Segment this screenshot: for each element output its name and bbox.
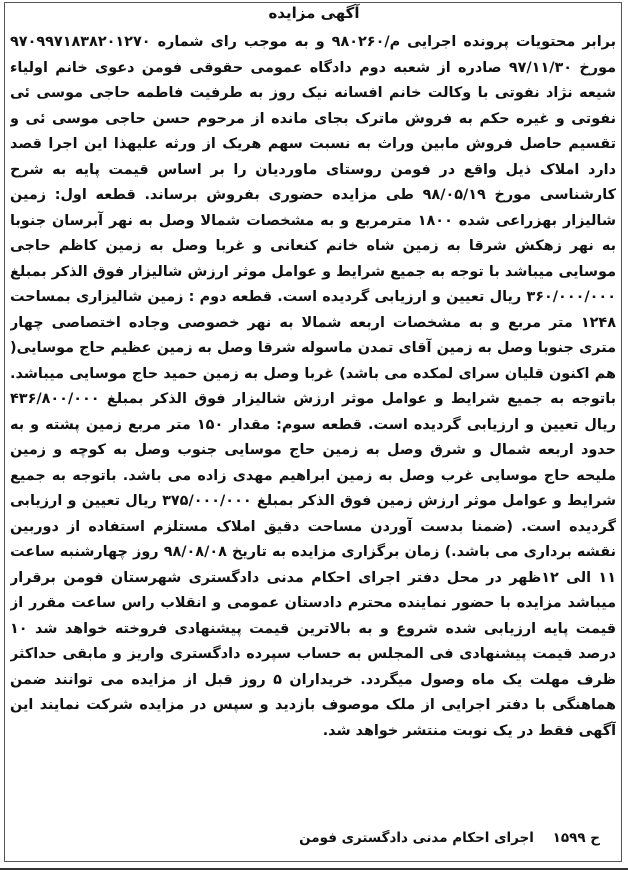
notice-issuer: اجرای احکام مدنی دادگستری فومن bbox=[299, 830, 534, 846]
notice-footer bbox=[40, 830, 600, 846]
notice-body-text: برابر محتویات پرونده اجرایی م/۹۸۰۲۶۰ و به موجب رای شماره ۹۷۰۹۹۷۱۸۳۸۲۰۱۲۷۰ مورخ ۹۷/۱۱/۳۰ صادره از شعبه دوم دادگاه عمومی حقوقی فومن دعوی خانم اولیاء شیعه نژاد نفوتی با وکالت خانم افسانه نیک روز به طرفیت فاطمه حاجی موسی ئی نفوتی و غیره حکم به فروش ماترک بجای مانده از مرحوم حسن حاجی موسی ئی و تقسیم حاصل فروش مابین وراث به نسبت سهم هریک از ورثه علیهذا این اجرا قصد دارد املاک ذیل واقع در فومن روستای ماوردیان را بر اساس قیمت پایه به شرح کارشناسی مورخ ۹۸/۰۵/۱۹ طی مزایده حضوری بفروش برساند. قطعه اول: زمین شالیزار بهزراعی شده ۱۸۰۰ مترمربع و به مشخصات شمالا وصل به نهر آبرسان جنوبا به نهر زهکش شرقا به زمین شاه خانم کنعانی و غربا وصل به زمین کاظم حاجی موسایی میباشد با توجه به جمیع شرایط و عوامل موثر ارزش شالیزار فوق الذکر بمبلغ ۳۶۰/۰۰۰/۰۰۰ ریال تعیین و ارزیابی گردیده است. قطعه دوم : زمین شالیزاری بمساحت ۱۲۴۸ متر مربع و به مشخصات اربعه شمالا به نهر خصوصی وجاده اختصاصی چهار متری جنوبا وصل به زمین آقای تمدن ماسوله شرقا وصل به زمین عظیم حاج موسایی( هم اکنون قلیان سرای لمکده می باشد) غربا وصل به زمین حمید حاج موسایی میباشد. باتوجه به جمیع شرایط و عوامل موثر ارزش شالیزار فوق الذکر بمبلغ ۴۳۶/۸۰۰/۰۰۰ ریال تعیین و ارزیابی گردیده است. قطعه سوم: مقدار ۱۵۰ متر مربع زمین پشته و به حدود اربعه شمال و شرق وصل به زمین حاج موسایی جنوب وصل به کوچه و زمین ملیحه حاج موسایی غرب وصل به زمین ابراهیم مهدی زاده می باشد. باتوجه به جمیع شرایط و عوامل موثر ارزش زمین فوق الذکر بمبلغ ۳۷۵/۰۰۰/۰۰۰ ریال تعیین و ارزیابی گردیده است. (ضمنا بدست آوردن مساحت دقیق املاک مستلزم استفاده از دوربین نقشه برداری می باشد.) زمان برگزاری مزایده به تاریخ ۹۸/۰۸/۰۸ روز چهارشنبه ساعت ۱۱ الی ۱۲ظهر در محل دفتر اجرای احکام مدنی دادگستری شهرستان فومن برقرار میباشد مزایده با حضور نماینده محترم دادستان عمومی و انقلاب راس ساعت مقرر از قیمت پایه ارزیابی شده شروع و به بالاترین قیمت پیشنهادی فروخته خواهد شد ۱۰ درصد قیمت پیشنهادی فی المجلس به حساب سپرده دادگستری واریز و مابقی حداکثر ظرف مهلت یک ماه وصول میگردد. خریداران ۵ روز قبل از مزایده می توانند ضمن هماهنگی با دفتر اجرایی از ملک موصوف بازدید و سپس در مزایده شرکت نمایند این آگهی فقط در یک نوبت منتشر خواهد شد. bbox=[10, 34, 616, 739]
notice-title: آگهی مزایده bbox=[268, 4, 360, 22]
notice-reference-code: ح ۱۵۹۹ bbox=[552, 830, 600, 846]
bottom-divider bbox=[0, 868, 628, 870]
